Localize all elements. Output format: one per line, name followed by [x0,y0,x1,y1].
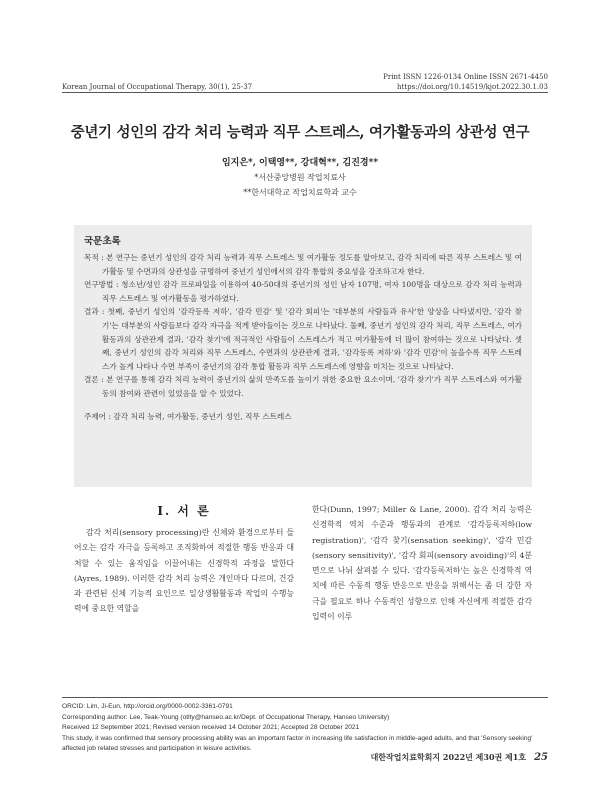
page-footer [371,752,548,763]
doi-link[interactable]: https://doi.org/10.14519/kjot.2022.30.1.03 [396,83,548,91]
abstract-methods: 연구방법 : 청소년/성인 감각 프로파일을 이용하여 40-50대의 중년기의 성인 남자 107명, 여자 100명을 대상으로 감각 처리 능력과 직무 스트레스 및 여가활동을 평가하였다. [84,280,522,303]
section-heading-introduction: Ⅰ. 서 론 [157,504,211,518]
footnote-orcid: ORCID: Lim, Ji-Eun, http://orcid.org/0000-0002-3361-0791 [62,703,233,710]
korean-abstract [74,225,532,487]
header-rule [62,92,548,93]
abstract-heading: 국문초록 [84,236,121,247]
page-number: 25 [534,752,548,763]
journal-citation: Korean Journal of Occupational Therapy, 30(1), 25-37 [62,83,253,91]
paper-title: 중년기 성인의 감각 처리 능력과 직무 스트레스, 여가활동과의 상관성 연구 [70,124,530,141]
body-column-right [312,502,532,624]
footnote-corresponding-author: Corresponding author: Lee, Teak-Young (otlty@hanseo.ac.kr/Dept. of Occupational Therapy, Hanseo University) [62,713,390,721]
journal-issn-doi [383,72,548,92]
abstract-results: 결과 : 첫째, 중년기 성인의 '감각등록 저하', '감각 민감' 및 '감각 회피'는 '대부분의 사람들과 유사'한 양상을 나타냈지만, '감각 찾기'는 대부분의 사람들보다 감각 자극을 적게 받아들이는 것으로 나타났다. 둘째, 중년기 성인의 감각 처리, 직무 스트레스, 여가활동과의 상관관계 결과, '감각 찾기'에 적극적인 사람들이 스트레스가 적고 여가활동에 더 많이 참여하는 것으로 나타났다. 셋째, 중년기 성인의 감각 처리와 직무 스트레스, 수면과의 상관관계 결과, '감각등록 저하'와 '감각 민감'이 높을수록 직무 스트레스가 높게 나타나 수면 부족이 중년기의 감각 통합 활동과 직무 스트레스에 영향을 미치는 것으로 나타났다. [84,307,522,371]
intro-paragraph-left: 감각 처리(sensory processing)란 신체와 환경으로부터 들어오는 감각 자극을 등록하고 조직화하여 적절한 행동 반응과 대처할 수 있는 움직임을 이끌어내는 신경학적 과정을 말한다(Ayres, 1989). 이러한 감각 처리 능력은 개인마다 다르며, 건강과 관련된 신체 기능적 요인으로 일상생활활동과 작업의 수행능력에 중요한 역할을 [74,528,294,614]
footnote-summary: This study, it was confirmed that sensory processing ability was an important factor in increasing life satisfaction in middle-aged adults, and that 'Sensory seeking' affected job related stresses and participation in leisure activities. [62,734,533,753]
footnotes [62,702,548,755]
abstract-conclusion: 결론 : 본 연구를 통해 감각 처리 능력이 중년기의 삶의 만족도를 높이기 위한 중요한 요소이며, '감각 찾기'가 직무 스트레스와 여가활동의 참여와 관련이 있었음을 알 수 있었다. [84,375,522,398]
body-column-left [74,502,294,617]
author-list: 임지은*, 이택영**, 강대혁**, 김진경** [221,158,379,168]
abstract-purpose: 목적 : 본 연구는 중년기 성인의 감각 처리 능력과 직무 스트레스 및 여가활동 정도를 알아보고, 감각 처리에 따른 직무 스트레스 및 여가활동 및 수면과의 상관성을 규명하여 중년기 성인에서의 감각 통합의 중요성을 강조하고자 한다. [84,253,522,276]
footnote-rule [62,697,548,698]
footer-journal-issue: 대한작업치료학회지 2022년 제30권 제1호 [370,752,527,762]
issn-text: Print ISSN 1226-0134 Online ISSN 2671-4450 [383,73,548,81]
footnote-received: Received 12 September 2021; Revised version received 14 October 2021; Accepted 28 October 2021 [62,724,360,732]
intro-paragraph-right: 한다(Dunn, 1997; Miller & Lane, 2000). 감각 처리 능력은 신경학적 역치 수준과 행동과의 관계로 '감각등록저하(low registration)', '감각 찾기(sensation seeking)', '감각 민감(sensory sensitivity)', '감각 회피(sensory avoiding)'의 4분면으로 나뉘 살펴볼 수 있다. '감각등록저하'는 높은 신경학적 역치에 따른 수동적 행동 반응으로 반응을 위해서는 좀 더 강한 자극을 필요로 하나 수동적인 성향으로 인해 자신에게 적절한 감각 입력이 이루 [312,505,532,622]
affiliation-2: **한서대학교 작업치료학과 교수 [243,188,357,197]
affiliation-1: *서산중앙병원 작업치료사 [254,173,346,182]
abstract-keywords: 주제어 : 감각 처리 능력, 여가활동, 중년기 성인, 직무 스트레스 [84,411,292,421]
